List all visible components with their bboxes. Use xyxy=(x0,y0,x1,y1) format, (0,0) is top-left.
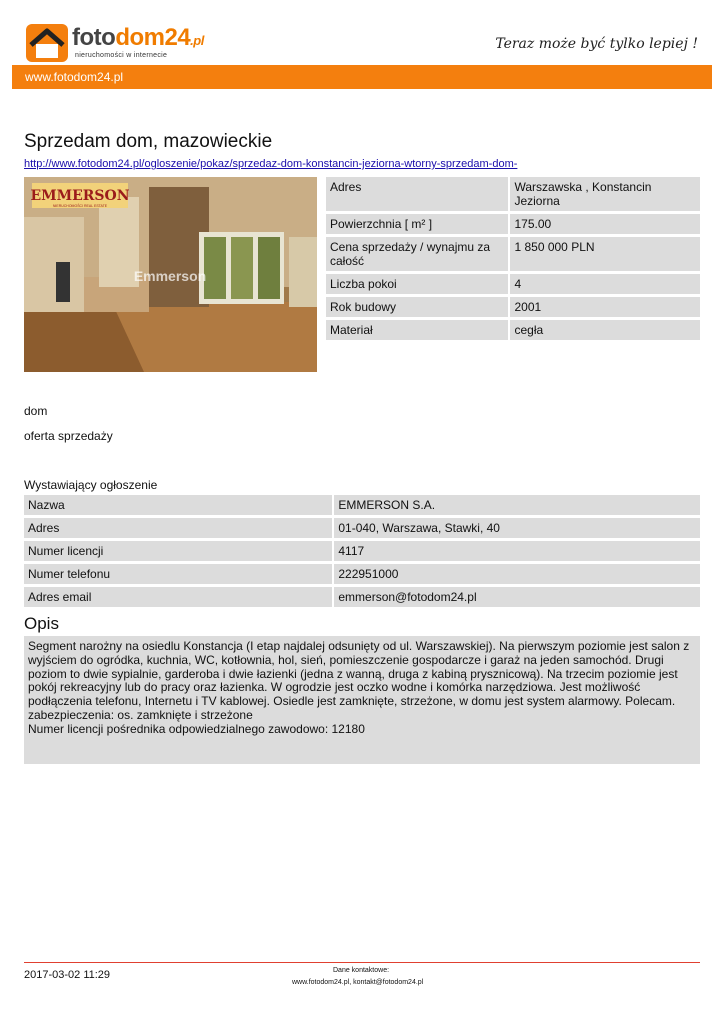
agent-row xyxy=(24,564,700,584)
property-label: Cena sprzedaży / wynajmu za całość xyxy=(326,237,508,271)
slogan: Teraz może być tylko lepiej ! xyxy=(495,36,698,52)
agent-label: Numer licencji xyxy=(24,541,332,561)
property-value: 1 850 000 PLN xyxy=(510,237,700,271)
fotodom24-logo-icon xyxy=(25,23,69,63)
agent-label: Nazwa xyxy=(24,495,332,515)
agent-label: Adres email xyxy=(24,587,332,607)
site-link[interactable]: www.fotodom24.pl xyxy=(25,70,124,84)
property-row xyxy=(326,320,700,340)
listing-url-link[interactable]: http://www.fotodom24.pl/ogloszenie/pokaz/sprzedaz-dom-konstancin-jeziorna-wtorny-sprzedam-dom- xyxy=(24,158,518,170)
agent-section-title: Wystawiający ogłoszenie xyxy=(24,478,158,492)
listing-photo xyxy=(24,177,317,372)
agent-table xyxy=(24,492,700,610)
brand-tagline: nieruchomości w internecie xyxy=(75,52,168,59)
property-label: Liczba pokoi xyxy=(326,274,508,294)
description-box xyxy=(24,636,700,764)
description-license: Numer licencji pośrednika odpowiedzialnego zawodowo: 12180 xyxy=(28,721,365,736)
property-row xyxy=(326,214,700,234)
agent-email-link[interactable]: emmerson@fotodom24.pl xyxy=(334,587,700,607)
offer-type: oferta sprzedaży xyxy=(24,429,113,443)
agent-value: 01-040, Warszawa, Stawki, 40 xyxy=(334,518,700,538)
property-row xyxy=(326,237,700,271)
agent-row xyxy=(24,587,700,607)
property-value: 2001 xyxy=(510,297,700,317)
page-title: Sprzedam dom, mazowieckie xyxy=(24,131,273,152)
footer-contact-label: Dane kontaktowe: xyxy=(333,967,390,974)
property-value: cegła xyxy=(510,320,700,340)
emmerson-photo-logo: EMMERSON xyxy=(30,188,130,204)
brand-name: fotodom24.pl xyxy=(72,24,204,51)
agent-row xyxy=(24,541,700,561)
description-heading: Opis xyxy=(24,614,59,633)
agent-value: 4117 xyxy=(334,541,700,561)
property-label: Rok budowy xyxy=(326,297,508,317)
header-bar xyxy=(12,65,712,89)
agent-label: Adres xyxy=(24,518,332,538)
property-value: 4 xyxy=(510,274,700,294)
agent-row xyxy=(24,518,700,538)
property-label: Materiał xyxy=(326,320,508,340)
photo-watermark: Emmerson xyxy=(133,268,207,284)
property-value: Warszawska , Konstancin Jeziorna xyxy=(510,177,700,211)
property-label: Powierzchnia [ m² ] xyxy=(326,214,508,234)
footer-divider xyxy=(24,962,700,963)
agent-label: Numer telefonu xyxy=(24,564,332,584)
agent-row xyxy=(24,495,700,515)
emmerson-photo-logo-sub: NIERUCHOMOŚCI REAL ESTATE xyxy=(52,204,108,208)
description-text: Segment narożny na osiedlu Konstancja (I etap najdalej odsunięty od ul. Warszawskiej). Na pierwszym poziomie jest salon z wyjściem do ogródka, kuchnia, WC, kotłownia, hol, sień, pomieszczenie gospodarcze i garaż na jeden samochód. Drugi poziom to dwie sypialnie, garderoba i dwie łazienki (jedna z wanną, druga z kabiną prysznicową). Na trzecim poziomie jest pokój rekreacyjny lub do pracy oraz łazienka. W ogrodzie jest oczko wodne i komórka narzędziowa. Jest możliwość podłączenia telefonu, Internetu i TV kablowej. Osiedle jest zamknięte, strzeżone, w domu jest system alarmowy. Polecam. xyxy=(28,639,690,709)
agent-value: 222951000 xyxy=(334,564,700,584)
agent-value: EMMERSON S.A. xyxy=(334,495,700,515)
property-row xyxy=(326,177,700,211)
property-label: Adres xyxy=(326,177,508,211)
interior-photo-image xyxy=(24,177,317,372)
property-row xyxy=(326,297,700,317)
property-details-table xyxy=(326,174,700,343)
footer-date: 2017-03-02 11:29 xyxy=(24,969,111,981)
footer-contact-value: www.fotodom24.pl, kontakt@fotodom24.pl xyxy=(292,979,424,986)
property-value: 175.00 xyxy=(510,214,700,234)
property-type: dom xyxy=(24,404,48,418)
property-row xyxy=(326,274,700,294)
description-security: zabezpieczenia: os. zamknięte i strzeżone xyxy=(28,707,253,722)
